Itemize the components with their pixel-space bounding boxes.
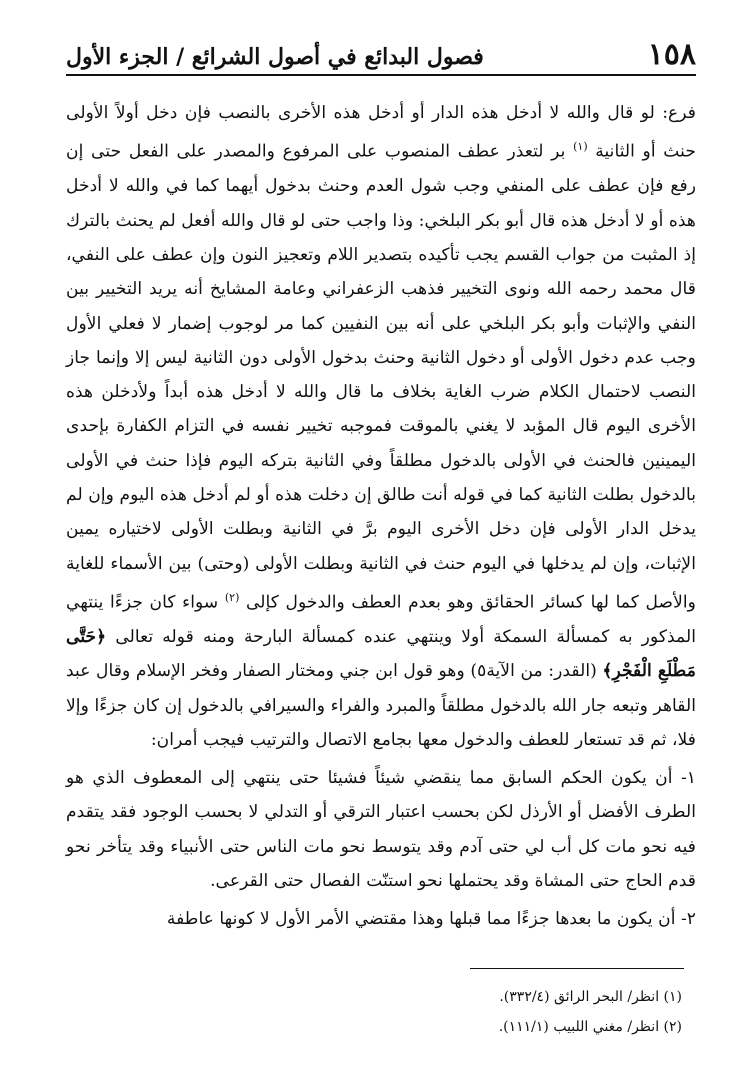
paragraph [66, 96, 696, 757]
paragraph-text: وهو قول ابن جني ومختار الصفار وفخر الإسلام وقال عبد القاهر وتبعه جار الله بالدخول مطلقاً والمبرد والفراء والسيرافي بالدخول إن كان جزءًا وإلا فلا، ثم قد تستعار للعطف والدخول معها بجامع الاتصال والترتيب فيجب أمران: [66, 661, 696, 750]
running-title: فصول البدائع في أصول الشرائع / الجزء الأول [66, 44, 484, 70]
paragraph-text: بر لتعذر عطف المنصوب على المرفوع والمصدر على الفعل حتى إن رفع فإن عطف على المنفي وجب شول العدم وحنث بدخول أيهما كما في والله لا أدخل هذه أو لا أدخل هذه قال أبو بكر البلخي: وذا واجب حتى لو قال والله أفعل لم يحنث بالترك إذ المثبت من جواب القسم يجب تأكيده بتصدير اللام وتعجيز النون وإن عطف على النفي، قال محمد رحمه الله ونوى التخيير فذهب الزعفراني وعامة المشايخ أنه يريد التخيير بين النفي والإثبات وأبو بكر البلخي على أنه بين النفيين كما مر لوجوب إضمار لا فعلي الأول وجب عدم دخول الأولى أو دخول الثانية وحنث بدخول الأولى دون الثانية ليس إلا وإنما جاز النصب لاحتمال الكلام ضرب الغاية بخلاف ما قال والله لا أدخل هذه أبداً ولأدخلن هذه الأخرى اليوم قال المؤبد لا يغني بالموقت فموجبه تخيير نفسه في التزام الكفارة بإحدى اليمينين فالحنث في الأولى بالدخول مطلقاً وفي الثانية بتركه اليوم فإذا حنث في الأولى بالدخول بطلت الثانية كما في قوله أنت طالق إن دخلت هذه أو لم أدخل هذه اليوم وإن لم يدخل الدار الأولى فإن دخل الأخرى اليوم برَّ في الثانية وبطلت الأولى لاختياره يمين الإثبات، وإن لم يدخلها في اليوم حنث في الثانية وبطلت الأولى (وحتى) بين الأسماء للغاية والأصل كما لها كسائر الحقائق وهو بعدم العطف والدخول كإلى [66, 142, 696, 613]
main-text [66, 96, 696, 937]
page-header [66, 28, 696, 76]
list-item: ٢- أن يكون ما بعدها جزءًا مما قبلها وهذا مقتضي الأمر الأول لا كونها عاطفة [166, 909, 696, 930]
footnote-ref: (١) [573, 140, 588, 154]
footnote: (٢) انظر/ مغني اللبيب (١١١/١). [498, 1019, 682, 1035]
quran-verse: ﴿حَتَّى مَطْلَعِ الْفَجْرِ﴾ [66, 626, 696, 682]
footnote-ref: (٢) [224, 590, 240, 604]
paragraph-text: فرع: لو قال والله لا أدخل هذه الدار أو أدخل هذه الأخرى بالنصب فإن دخل أولاً الأولى حنث أو الثانية [66, 103, 696, 163]
footnote: (١) انظر/ البحر الرائق (٣٣٢/٤). [499, 989, 682, 1005]
list-item: ١- أن يكون الحكم السابق مما ينقضي شيئاً فشيئا حتى ينتهي إلى المعطوف الذي هو الطرف الأفضل أو الأرذل لكن بحسب اعتبار الترقي أو التدلي لا بحسب الوجود فقد يتقدم فيه نحو مات كل أب لي حتى آدم وقد يتوسط نحو مات الناس حتى الأنبياء وقد يتأخر نحو قدم الحاج حتى المشاة وقد يحتملها نحو استنّت الفصال حتى القرعى. [66, 768, 696, 891]
footnote-divider [470, 968, 684, 969]
paragraph-text: سواء كان جزءًا ينتهي المذكور به كمسألة السمكة أولا وينتهي عنده كمسألة البارحة ومنه قوله تعالى [66, 592, 696, 647]
footnotes [66, 982, 682, 1042]
page-number: ١٥٨ [647, 37, 696, 72]
quran-reference: (القدر: من الآية٥) [470, 661, 597, 682]
